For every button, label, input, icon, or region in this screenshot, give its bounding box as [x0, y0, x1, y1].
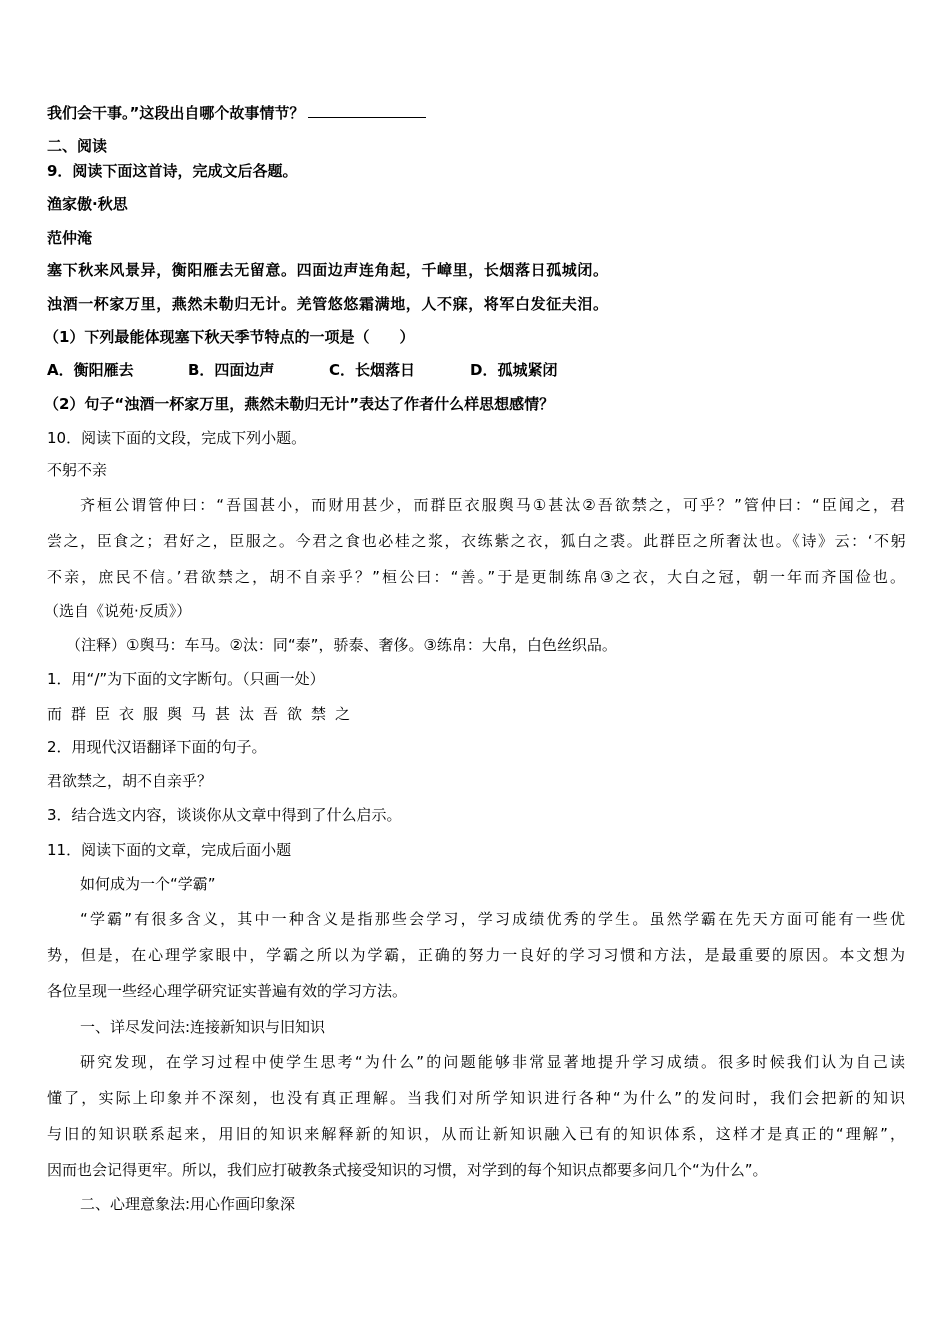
q10-item-3: 3．结合选文内容，谈谈你从文章中得到了什么启示。	[47, 806, 402, 824]
article-line: 与旧的知识联系起来，用旧的知识来解释新的知识，从而让新知识融入已有的知识体系，这样才是真正的“理解”，	[47, 1125, 905, 1143]
poem-author: 范仲淹	[47, 229, 93, 247]
q10-prompt: 10．阅读下面的文段，完成下列小题。	[47, 429, 307, 447]
article-line: 各位呈现一些经心理学研究证实普遍有效的学习方法。	[47, 982, 408, 1000]
article-line: 因而也会记得更牢。所以，我们应打破教条式接受知识的习惯，对学到的每个知识点都要多问几个“为什么”。	[47, 1161, 768, 1179]
option-d[interactable]: D．孤城紧闭	[470, 361, 558, 379]
option-b[interactable]: B．四面边声	[188, 361, 275, 379]
passage-line: 不亲，庶民不信。’君欲禁之，胡不自亲乎？”桓公曰：“善。”于是更制练帛③之衣，大白之冠，朝一年而齐国俭也。	[47, 568, 905, 586]
section-title: 二、阅读	[47, 137, 108, 155]
answer-blank[interactable]	[308, 103, 426, 118]
question-text: 我们会干事。”这段出自哪个故事情节？	[47, 104, 305, 122]
article-line: 势，但是，在心理学家眼中，学霸之所以为学霸，正确的努力一良好的学习习惯和方法，是最重要的原因。本文想为	[47, 946, 905, 964]
q9-sub2: （2）句子“浊酒一杯家万里，燕然未勒归无计”表达了作者什么样思想感情？	[44, 395, 555, 413]
poem-line: 塞下秋来风景异，衡阳雁去无留意。四面边声连角起，千嶂里，长烟落日孤城闭。	[47, 261, 609, 279]
poem-line: 浊酒一杯家万里，燕然未勒归无计。羌管悠悠霜满地，人不寐，将军白发征夫泪。	[47, 295, 609, 313]
q10-sentence-to-translate: 君欲禁之，胡不自亲乎？	[47, 772, 213, 790]
article-line: “学霸”有很多含义，其中一种含义是指那些会学习，学习成绩优秀的学生。虽然学霸在先天方面可能有一些优	[80, 910, 905, 928]
passage-line: 齐桓公谓管仲曰：“吾国甚小，而财用甚少，而群臣衣服舆马①甚汰②吾欲禁之，可乎？”管仲曰：“臣闻之，君	[80, 496, 905, 514]
q11-prompt: 11．阅读下面的文章，完成后面小题	[47, 841, 292, 859]
q10-item-2: 2．用现代汉语翻译下面的句子。	[47, 738, 267, 756]
passage-source: （选自《说苑·反质》）	[44, 602, 192, 620]
poem-title: 渔家傲·秋思	[47, 195, 128, 213]
q11-title: 如何成为一个“学霸”	[80, 875, 216, 893]
passage-notes: （注释）①舆马：车马。②汰：同“泰”，骄泰、奢侈。③练帛：大帛，白色丝织品。	[66, 636, 617, 654]
passage-line: 尝之，臣食之；君好之，臣服之。今君之食也必桂之浆，衣练紫之衣，狐白之裘。此群臣之所奢汰也。《诗》云：‘不躬	[47, 532, 905, 550]
q9-sub1: （1）下列最能体现塞下秋天季节特点的一项是（ ）	[44, 328, 415, 346]
article-line: 懂了，实际上印象并不深刻，也没有真正理解。当我们对所学知识进行各种“为什么”的发问时，我们会把新的知识	[47, 1089, 905, 1107]
article-heading-1: 一、详尽发问法:连接新知识与旧知识	[80, 1018, 326, 1036]
q9-options	[47, 360, 611, 380]
article-line: 研究发现，在学习过程中使学生思考“为什么”的问题能够非常显著地提升学习成绩。很多时候我们认为自己读	[80, 1053, 905, 1071]
option-c[interactable]: C．长烟落日	[329, 361, 416, 379]
q10-title: 不躬不亲	[47, 461, 108, 479]
article-heading-2: 二、心理意象法:用心作画印象深	[80, 1195, 296, 1213]
q10-sentence-to-punctuate: 而群臣衣服舆马甚汰吾欲禁之	[47, 705, 360, 723]
top-question	[47, 103, 426, 123]
option-a[interactable]: A．衡阳雁去	[47, 361, 134, 379]
q10-item-1: 1．用“/”为下面的文字断句。（只画一处）	[47, 670, 325, 688]
q9-prompt: 9．阅读下面这首诗，完成文后各题。	[47, 162, 298, 180]
